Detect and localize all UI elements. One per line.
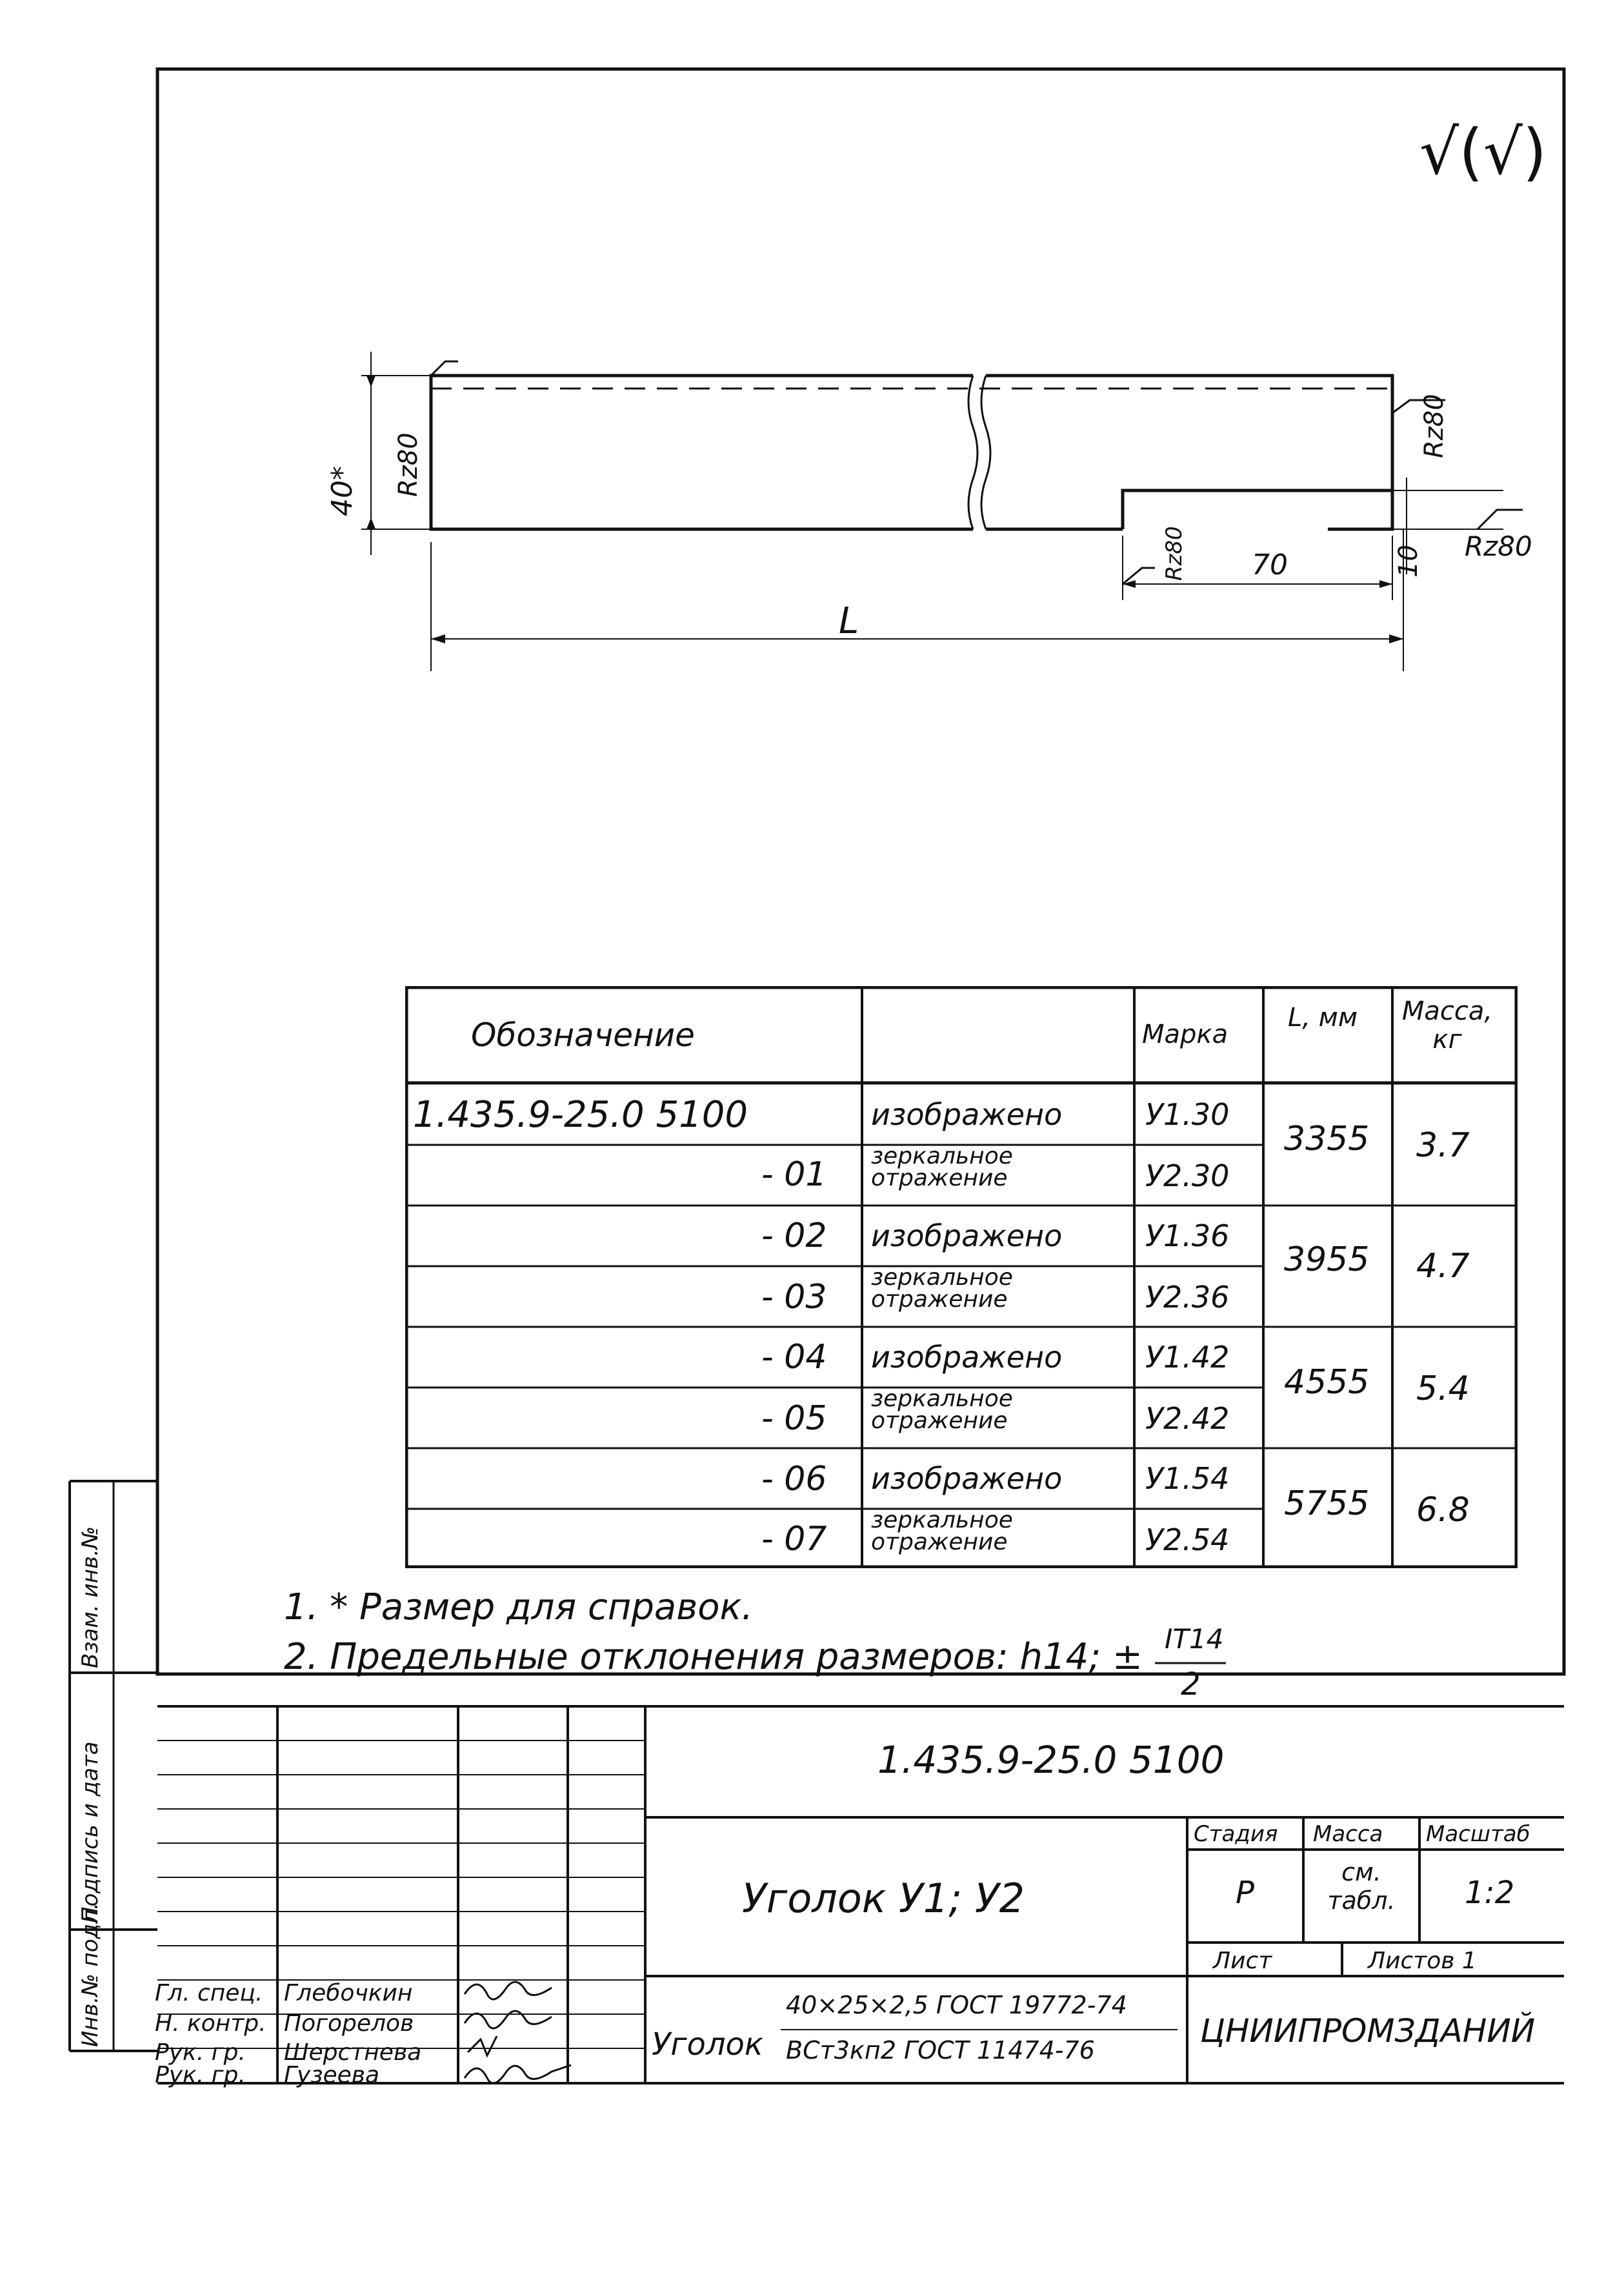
side-stamp-replaces: Взам. инв.№ xyxy=(77,1526,103,1668)
side-stamp-inv-orig: Инв.№ подл. xyxy=(77,1902,103,2047)
signatures xyxy=(465,1982,571,2083)
row-desc: изображено xyxy=(871,1340,1063,1375)
mass-value: см. табл. xyxy=(1327,1858,1396,1915)
scale-label: Масштаб xyxy=(1426,1821,1530,1847)
roughness-label-right: Rz80 xyxy=(1419,394,1449,458)
part-name: Уголок У1; У2 xyxy=(742,1875,1025,1922)
row-desc: зеркальное отражение xyxy=(871,1264,1013,1313)
part-outline xyxy=(431,376,1392,529)
group-length: 5755 xyxy=(1284,1484,1370,1523)
row-designation: - 05 xyxy=(761,1399,827,1438)
roughness-label-notch: Rz80 xyxy=(1161,526,1187,581)
row-designation: - 07 xyxy=(761,1520,827,1559)
row-designation: - 03 xyxy=(761,1278,827,1317)
material-top: 40×25×2,5 ГОСТ 19772-74 xyxy=(786,1991,1127,2019)
group-length: 3955 xyxy=(1284,1240,1370,1279)
person-name: Глебочкин xyxy=(284,1980,413,2006)
scale-value: 1:2 xyxy=(1465,1875,1515,1911)
row-designation: 1.435.9-25.0 5100 xyxy=(413,1094,748,1136)
row-mark: У2.54 xyxy=(1145,1522,1230,1557)
row-mark: У1.54 xyxy=(1145,1461,1230,1496)
material-bottom: ВСт3кп2 ГОСТ 11474-76 xyxy=(786,2036,1095,2064)
row-mark: У2.42 xyxy=(1145,1401,1230,1436)
document-number: 1.435.9-25.0 5100 xyxy=(877,1738,1225,1782)
roughness-label-left: Rz80 xyxy=(394,432,423,497)
row-mark: У1.36 xyxy=(1145,1218,1230,1253)
header-designation: Обозначение xyxy=(471,1016,695,1054)
sheets-label: Листов 1 xyxy=(1368,1948,1477,1974)
general-roughness-symbol: √(√) xyxy=(1419,116,1547,188)
row-desc: изображено xyxy=(871,1218,1063,1253)
dim-length-label: L xyxy=(839,600,859,642)
row-desc: зеркальное отражение xyxy=(871,1507,1013,1556)
group-length: 4555 xyxy=(1284,1363,1370,1402)
row-designation: - 04 xyxy=(761,1338,827,1377)
mass-label: Масса xyxy=(1313,1821,1383,1847)
stage-label: Стадия xyxy=(1194,1821,1278,1847)
note-2-fraction-numerator: IT14 xyxy=(1165,1623,1224,1655)
row-desc: зеркальное отражение xyxy=(871,1143,1013,1192)
note-2-fraction-denominator: 2 xyxy=(1181,1666,1201,1702)
organization: ЦНИИПРОМЗДАНИЙ xyxy=(1200,2012,1536,2050)
row-designation: - 06 xyxy=(761,1460,827,1499)
row-designation: - 01 xyxy=(761,1155,827,1194)
roughness-label-far-right: Rz80 xyxy=(1465,530,1532,562)
row-mark: У2.36 xyxy=(1145,1280,1230,1315)
header-mass: Масса, кг xyxy=(1401,996,1493,1055)
group-mass: 5.4 xyxy=(1416,1369,1470,1408)
role-chief-specialist: Гл. спец. xyxy=(155,1980,263,2006)
row-desc: изображено xyxy=(871,1461,1063,1496)
dim-height-label: 40* xyxy=(326,466,359,516)
group-mass: 6.8 xyxy=(1416,1491,1470,1529)
row-mark: У2.30 xyxy=(1145,1158,1230,1193)
sheet-label: Лист xyxy=(1213,1948,1272,1974)
side-stamp-sign-date: Подпись и дата xyxy=(77,1741,103,1923)
group-mass: 4.7 xyxy=(1416,1247,1470,1286)
person-name: Гузеева xyxy=(284,2062,380,2088)
role-norm-control: Н. контр. xyxy=(155,2010,266,2037)
row-desc: изображено xyxy=(871,1097,1063,1132)
header-mark: Марка xyxy=(1142,1020,1228,1049)
row-mark: У1.30 xyxy=(1145,1097,1230,1132)
role-group-head: Рук. гр. xyxy=(155,2062,246,2088)
group-mass: 3.7 xyxy=(1416,1126,1470,1165)
stage-value: Р xyxy=(1236,1875,1254,1911)
dim-70-label: 70 xyxy=(1252,549,1288,581)
note-1: 1. * Размер для справок. xyxy=(284,1586,754,1628)
note-2: 2. Предельные отклонения размеров: h14; ± xyxy=(284,1636,1143,1678)
row-mark: У1.42 xyxy=(1145,1340,1230,1375)
header-length: L, мм xyxy=(1287,1003,1358,1033)
material-prefix: Уголок xyxy=(652,2026,763,2063)
role-group-head: Рук. гр. xyxy=(155,2039,246,2066)
group-length: 3355 xyxy=(1284,1120,1370,1158)
person-name: Погорелов xyxy=(284,2010,414,2037)
row-desc: зеркальное отражение xyxy=(871,1386,1013,1435)
dim-10-label: 10 xyxy=(1394,545,1423,578)
person-name: Шерстнева xyxy=(284,2039,422,2066)
row-designation: - 02 xyxy=(761,1216,827,1255)
